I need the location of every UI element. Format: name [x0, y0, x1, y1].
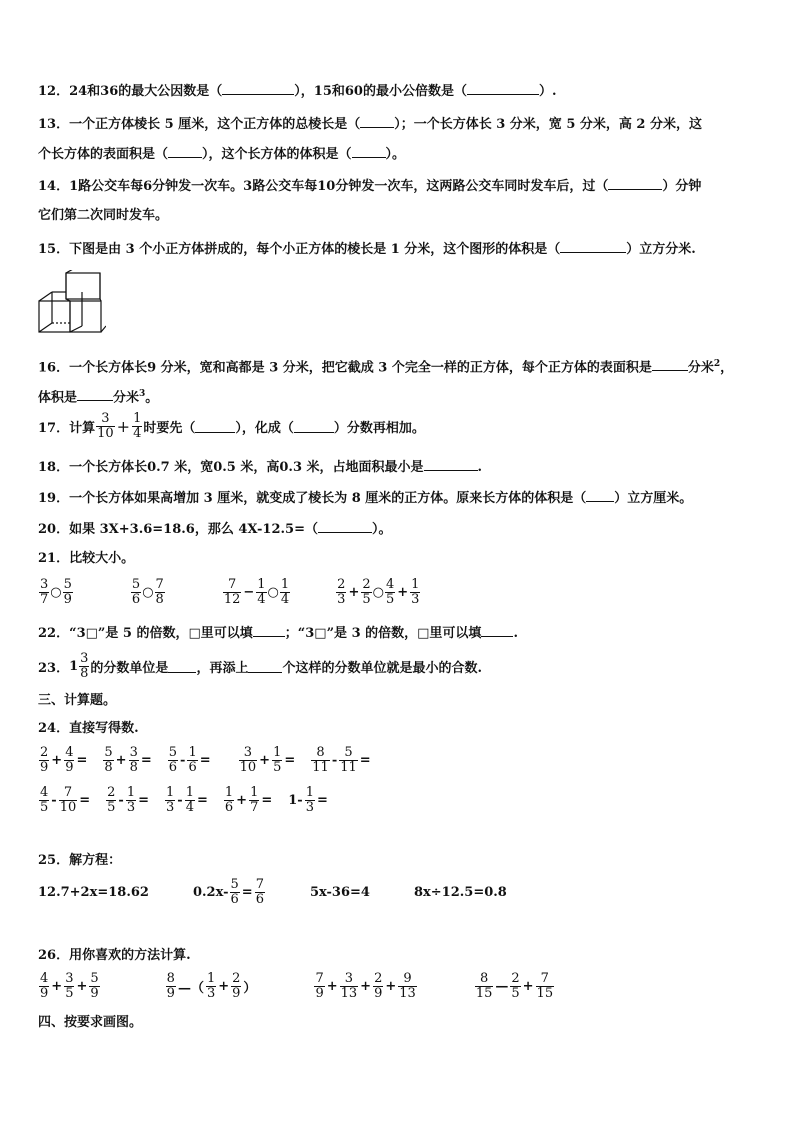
superscript: 2 — [713, 359, 721, 369]
numerator: 3 — [80, 651, 89, 666]
question-16-line-2 — [38, 385, 158, 407]
question-text: ）. — [538, 84, 557, 99]
question-13-line-2 — [38, 145, 405, 164]
compare-circle[interactable]: ○ — [267, 585, 279, 600]
question-text: 个这样的分数单位就是最小的合数. — [282, 661, 482, 676]
equation: 8x÷12.5=0.8 — [413, 885, 507, 900]
question-text: 一个长方体如果高增加 3 厘米，就变成了棱长为 8 厘米的正方体。原来长方体的体积是（ — [69, 491, 587, 506]
mental-math-row-2 — [38, 786, 329, 815]
compare-item[interactable]: $\frac{2}{3}$ + $\frac{2}{5}$ ○ $\frac{4}{5}$ + $\frac{1}{3}$ — [337, 577, 420, 607]
question-text: 它们第二次同时发车。 — [38, 208, 169, 223]
math-item: $\frac{8}{11}$ - $\frac{5}{11}$ = — [312, 745, 371, 775]
question-text: 比较大小。 — [69, 551, 135, 566]
calc-item: $\frac{7}{9}$ + $\frac{3}{13}$ + $\frac{2}{9}$ + $\frac{9}{13}$ — [315, 971, 416, 1001]
question-text: 的分数单位是 — [90, 661, 169, 676]
equation — [193, 878, 266, 907]
question-text: 下图是由 3 个小正方体拼成的，每个小正方体的棱长是 1 分米，这个图形的体积是（ — [69, 242, 561, 257]
equals-sign: = — [196, 793, 208, 808]
question-19 — [38, 489, 692, 508]
question-number: 26． — [38, 948, 70, 963]
equations-row — [38, 878, 507, 907]
question-26 — [38, 947, 191, 965]
denominator: 6 — [255, 892, 264, 907]
question-18 — [38, 458, 482, 477]
question-text: 个长方体的表面积是（ — [38, 147, 169, 162]
question-text: 用你喜欢的方法计算. — [69, 948, 191, 963]
math-item: 1- $\frac{1}{3}$ = — [288, 785, 328, 815]
answer-blank[interactable] — [253, 624, 285, 637]
question-14-line-2 — [38, 207, 168, 225]
math-item: $\frac{3}{10}$ + $\frac{1}{5}$ = — [239, 745, 296, 775]
question-16-line-1 — [38, 355, 733, 377]
math-item: $\frac{1}{6}$ + $\frac{1}{7}$ = — [224, 785, 273, 815]
answer-blank[interactable] — [318, 520, 372, 533]
math-item: $\frac{5}{8}$ + $\frac{3}{8}$ = — [104, 745, 152, 775]
question-24 — [38, 720, 139, 738]
answer-blank[interactable] — [352, 145, 386, 158]
equation-part: 0.2x- — [192, 885, 229, 900]
question-17 — [38, 412, 425, 441]
question-text: “3□”是 5 的倍数，□里可以填 — [69, 626, 253, 641]
answer-blank[interactable] — [360, 115, 394, 128]
math-item: $\frac{2}{9}$ + $\frac{4}{9}$ = — [40, 745, 88, 775]
compare-circle[interactable]: ○ — [372, 585, 384, 600]
question-23 — [38, 652, 482, 681]
math-item: $\frac{2}{5}$ - $\frac{1}{3}$ = — [107, 785, 150, 815]
answer-blank[interactable] — [424, 458, 478, 471]
equals-sign: = — [79, 793, 91, 808]
equation: 12.7+2x=18.62 — [38, 885, 149, 900]
question-text: ），这个长方体的体积是（ — [202, 147, 352, 162]
question-12 — [38, 82, 557, 101]
unit-text: 分米 — [113, 390, 140, 406]
question-20 — [38, 520, 391, 539]
answer-blank[interactable] — [652, 358, 688, 371]
fraction — [79, 652, 89, 681]
question-number: 17． — [38, 421, 70, 436]
question-text: ）分数再相加。 — [333, 421, 425, 436]
question-text: ， — [720, 360, 734, 376]
question-text: ）；一个长方体长 3 分米，宽 5 分米，高 2 分米，这 — [394, 117, 702, 132]
answer-blank[interactable] — [248, 660, 282, 673]
question-number: 20． — [38, 522, 70, 537]
answer-blank[interactable] — [608, 177, 662, 190]
question-number: 12． — [38, 84, 70, 99]
question-text: ）立方分米. — [626, 242, 696, 257]
equals-sign: = — [140, 753, 152, 768]
equation: 5x-36=4 — [309, 885, 370, 900]
numerator: 7 — [255, 877, 264, 892]
equals-sign: = — [261, 793, 273, 808]
question-text: 一个长方体长9 分米，宽和高都是 3 分米，把它截成 3 个完全一样的正方体，每个正方体的表面积是 — [69, 360, 652, 376]
question-14-line-1 — [38, 177, 701, 196]
question-text: ）立方厘米。 — [614, 491, 693, 506]
section-title: 四、按要求画图。 — [38, 1015, 143, 1030]
question-number: 25． — [38, 853, 70, 868]
question-text: ）。 — [371, 522, 392, 537]
question-text: ），化成（ — [235, 421, 294, 436]
question-text: . — [477, 460, 483, 475]
equals-sign: = — [241, 885, 253, 900]
answer-blank[interactable] — [77, 388, 113, 401]
answer-blank[interactable] — [481, 624, 513, 637]
denominator: 8 — [80, 666, 89, 681]
compare-circle[interactable]: ○ — [50, 585, 62, 600]
calc-item: $\frac{8}{15}$ — $\frac{2}{5}$ + $\frac{7}{15}$ — [475, 971, 554, 1001]
answer-blank[interactable] — [222, 82, 294, 95]
fraction — [96, 412, 115, 441]
equals-sign: = — [284, 753, 296, 768]
equals-sign: = — [138, 793, 150, 808]
equals-sign: = — [76, 753, 88, 768]
question-22 — [38, 624, 518, 643]
question-text: 体积是 — [38, 390, 78, 406]
numerator: 3 — [101, 411, 110, 426]
question-21 — [38, 550, 134, 568]
denominator: 4 — [133, 426, 142, 441]
question-25 — [38, 852, 121, 870]
math-item: $\frac{1}{3}$ - $\frac{1}{4}$ = — [166, 785, 208, 815]
question-number: 22． — [38, 626, 70, 641]
question-number: 13． — [38, 117, 70, 132]
question-number: 24． — [38, 721, 70, 736]
section-title: 三、计算题。 — [38, 693, 117, 708]
compare-circle[interactable]: ○ — [142, 585, 154, 600]
question-15 — [38, 240, 696, 259]
calc-item: $\frac{4}{9}$ + $\frac{3}{5}$ + $\frac{5}{9}$ — [40, 971, 99, 1001]
question-text: ），15和60的最小公倍数是（ — [294, 84, 467, 99]
question-number: 16． — [38, 360, 70, 376]
question-text: 一个正方体棱长 5 厘米，这个正方体的总棱长是（ — [69, 117, 361, 132]
answer-blank[interactable] — [586, 489, 614, 502]
numerator: 5 — [230, 877, 239, 892]
question-number: 14． — [38, 179, 70, 194]
question-text: 时要先（ — [143, 421, 196, 436]
fraction — [132, 412, 142, 441]
section-heading — [38, 692, 116, 710]
question-text: 如果 3X+3.6=18.6，那么 4X-12.5=（ — [69, 522, 318, 537]
question-text: 24和36的最大公因数是（ — [69, 84, 223, 99]
plus-sign: + — [116, 417, 131, 436]
question-text: ，再添上 — [196, 661, 249, 676]
answer-blank[interactable] — [168, 145, 202, 158]
section-heading — [38, 1014, 142, 1032]
question-text: 计算 — [69, 421, 96, 436]
question-number: 23． — [38, 661, 70, 676]
equals-sign: = — [317, 793, 328, 808]
question-text: ）分钟 — [662, 179, 702, 194]
compare-item[interactable]: $\frac{3}{7}$ ○ $\frac{5}{9}$ — [40, 577, 72, 607]
question-number: 18． — [38, 460, 70, 475]
unit-text: 分米 — [687, 360, 714, 376]
question-text: ）。 — [385, 147, 406, 162]
question-text: . — [513, 626, 518, 641]
equals-sign: = — [359, 753, 371, 768]
question-text: 1路公交车每6分钟发一次车。3路公交车每10分钟发一次车，这两路公交车同时发车后，过（ — [69, 179, 609, 194]
compare-item[interactable]: $\frac{5}{6}$ ○ $\frac{7}{8}$ — [131, 577, 164, 607]
answer-blank[interactable] — [560, 240, 626, 253]
denominator: 6 — [230, 892, 239, 907]
question-text: 。 — [145, 390, 159, 406]
question-text: ；“3□”是 3 的倍数，□里可以填 — [284, 626, 482, 641]
calc-row — [38, 972, 555, 1001]
denominator: 10 — [97, 426, 114, 441]
question-text: 解方程： — [69, 853, 122, 868]
answer-blank[interactable] — [168, 660, 196, 673]
superscript: 3 — [139, 389, 146, 399]
compare-row — [38, 578, 421, 607]
math-item: $\frac{5}{6}$ - $\frac{1}{6}$ = — [168, 745, 211, 775]
mixed-number-whole: 1 — [69, 659, 79, 674]
equals-sign: = — [199, 753, 211, 768]
question-text: 一个长方体长0.7 米，宽0.5 米，高0.3 米，占地面积最小是 — [69, 460, 424, 475]
numerator: 1 — [133, 411, 142, 426]
answer-blank[interactable] — [294, 420, 334, 433]
cubes-figure — [36, 270, 106, 336]
math-item: $\frac{4}{5}$ - $\frac{7}{10}$ = — [40, 785, 91, 815]
question-text: 直接写得数. — [69, 721, 139, 736]
question-number: 19． — [38, 491, 70, 506]
answer-blank[interactable] — [467, 82, 539, 95]
calc-item: $\frac{8}{9}$ —（ $\frac{1}{3}$ + $\frac{2}{9}$ ） — [166, 971, 257, 1001]
question-13-line-1 — [38, 115, 702, 134]
question-number: 21． — [38, 551, 70, 566]
mental-math-row-1 — [38, 746, 372, 775]
compare-item[interactable]: $\frac{7}{12}$ − $\frac{1}{4}$ ○ $\frac{1}{4}$ — [223, 577, 290, 607]
answer-blank[interactable] — [195, 420, 235, 433]
question-number: 15． — [38, 242, 70, 257]
